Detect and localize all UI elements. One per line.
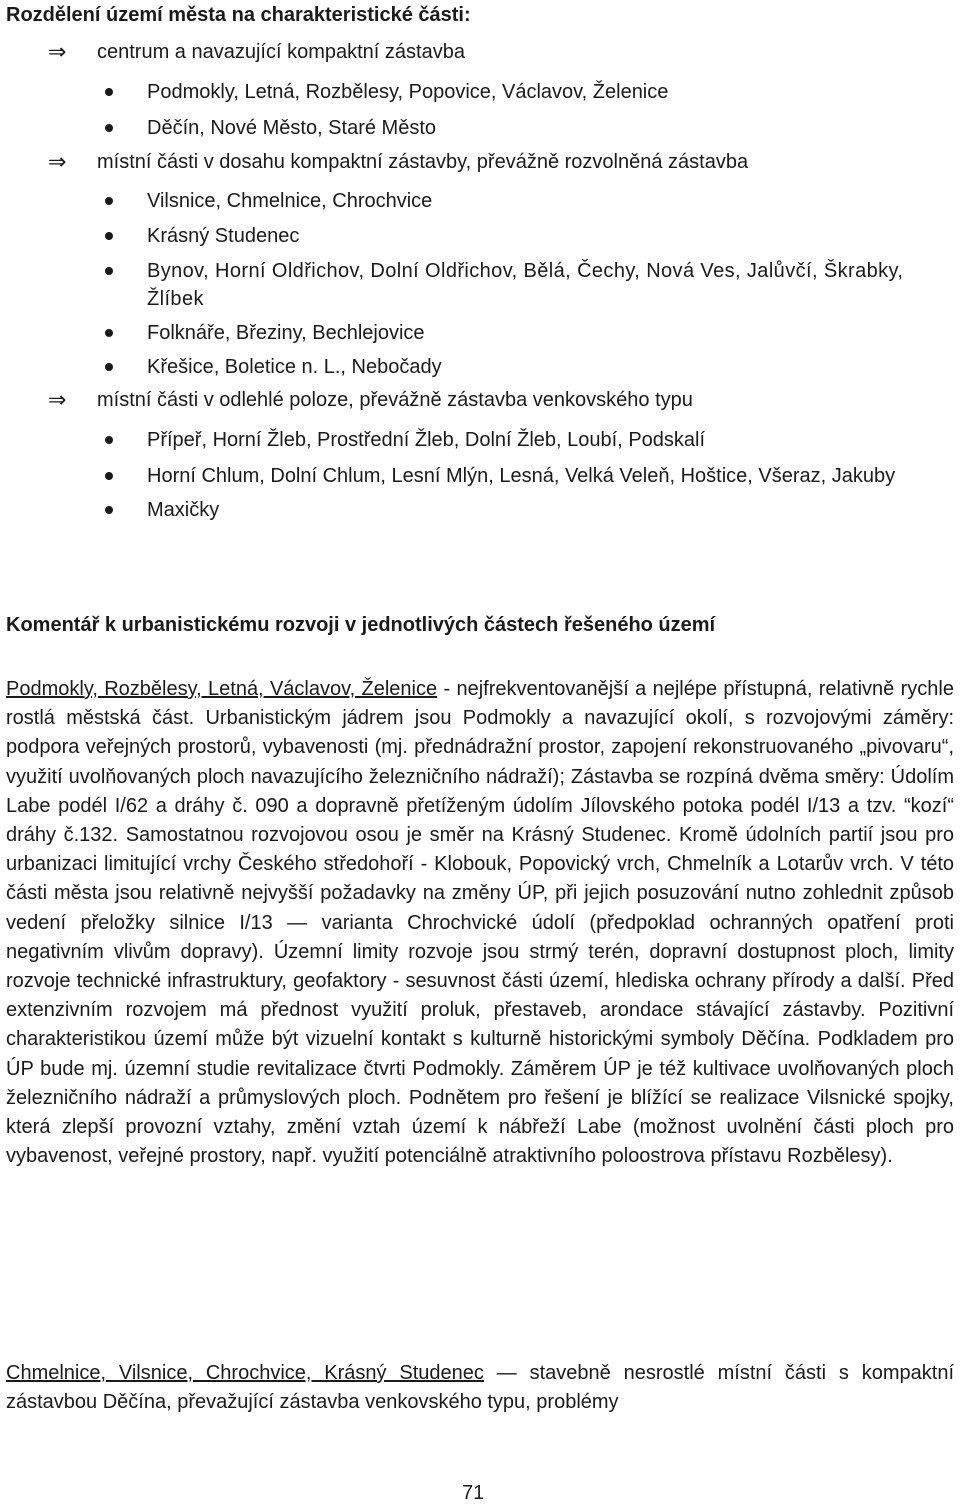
paragraph-podmokly	[6, 675, 954, 1171]
bullet-icon	[105, 267, 113, 275]
category-title: místní části v odlehlé poloze, převážně zástavba venkovského typu	[97, 389, 693, 411]
list-item: Přípeř, Horní Žleb, Prostřední Žleb, Dolní Žleb, Loubí, Podskalí	[6, 426, 954, 454]
list-item: Folknáře, Březiny, Bechlejovice	[6, 319, 954, 347]
list-item: Maxičky	[6, 496, 954, 524]
arrow-right-icon: ⇒	[48, 149, 67, 174]
list-item: Bynov, Horní Oldřichov, Dolní Oldřichov, Bělá, Čechy, Nová Ves, Jalůvčí, Škrabky, Žlíbek	[6, 257, 954, 313]
bullet-icon	[105, 197, 113, 205]
category-title: centrum a navazující kompaktní zástavba	[97, 41, 465, 63]
bullet-icon	[105, 88, 113, 96]
paragraph-body: — stavebně nesrostlé místní části s kompaktní zástavbou Děčína, převažující zástavba venkovského typu, problémy	[6, 1362, 955, 1413]
section-heading: Rozdělení území města na charakteristické části:	[6, 4, 471, 26]
list-item: Křešice, Boletice n. L., Nebočady	[6, 353, 954, 381]
district-list	[6, 426, 954, 524]
list-item: Děčín, Nové Město, Staré Město	[6, 114, 954, 142]
list-item: Krásný Studenec	[6, 222, 954, 250]
paragraph-lead-underlined: Chmelnice, Vilsnice, Chrochvice, Krásný Studenec	[6, 1362, 484, 1384]
bullet-icon	[105, 124, 113, 132]
bullet-icon	[105, 329, 113, 337]
arrow-right-icon: ⇒	[48, 387, 67, 412]
list-item: Podmokly, Letná, Rozbělesy, Popovice, Václavov, Želenice	[6, 78, 954, 106]
bullet-icon	[105, 472, 113, 480]
list-item: Horní Chlum, Dolní Chlum, Lesní Mlýn, Lesná, Velká Veleň, Hoštice, Všeraz, Jakuby	[6, 462, 954, 490]
paragraph-lead-underlined: Podmokly, Rozbělesy, Letná, Václavov, Želenice	[6, 678, 438, 700]
bullet-icon	[105, 506, 113, 514]
paragraph-body: - nejfrekventovanější a nejlépe přístupná, relativně rychle rostlá městská část. Urbanistickým jádrem jsou Podmokly a navazující okolí, s rozvojovými záměry: podpora veřejných prostorů, vybavenosti (mj. přednádražní prostor, zapojení rekonstruovaného „pivovaru“, využití uvolňovaných ploch navazujícího železničního nádraží); Zástavba se rozpíná dvěma směry: Údolím Labe podél I/62 a dráhy č. 090 a dopravně přetíženým údolím Jílovského potoka podél I/13 a tzv. “kozí“ dráhy č.132. Samostatnou rozvojovou osou je směr na Krásný Studenec. Kromě údolních partií jsou pro urbanizaci limitující vrchy Českého středohoří - Klobouk, Popovický vrch, Chmelník a Lotarův vrch. V této části města jsou relativně nejvyšší požadavky na změny ÚP, při jejich posuzování nutno zohlednit způsob vedení přeložky silnice I/13 — varianta Chrochvické údolí (předpoklad ochranných opatření proti negativním vlivům dopravy). Územní limity rozvoje jsou strmý terén, dopravní dostupnost ploch, limity rozvoje technické infrastruktury, geofaktory - sesuvnost části území, hlediska ochrany přírody a další. Před extenzivním rozvojem má přednost využití proluk, přestaveb, arondace stávající zástavby. Pozitivní charakteristikou území může být vizuelní kontakt s kulturně historickými symboly Děčína. Podkladem pro ÚP bude mj. územní studie revitalizace čtvrti Podmokly. Záměrem ÚP je též kultivace uvolňovaných ploch železničního nádraží a průmyslových ploch. Podnětem pro řešení je blížící se realizace Vilsnické spojky, která zlepší provozní vztahy, změní vztah území k nábřeží Labe (možnost uvolnění části ploch pro vybavenost, veřejné prostory, např. využití potenciálně atraktivního poloostrova přístavu Rozbělesy).	[6, 678, 954, 1168]
bullet-icon	[105, 232, 113, 240]
paragraph-chmelnice	[6, 1359, 954, 1417]
district-list	[6, 78, 954, 142]
category-title: místní části v dosahu kompaktní zástavby, převážně rozvolněná zástavba	[97, 151, 749, 173]
list-item: Vilsnice, Chmelnice, Chrochvice	[6, 187, 954, 215]
arrow-right-icon: ⇒	[48, 39, 67, 64]
bullet-icon	[105, 363, 113, 371]
district-list	[6, 187, 954, 381]
page-number: 71	[462, 1482, 485, 1504]
commentary-heading: Komentář k urbanistickému rozvoji v jednotlivých částech řešeného území	[6, 614, 716, 636]
bullet-icon	[105, 436, 113, 444]
